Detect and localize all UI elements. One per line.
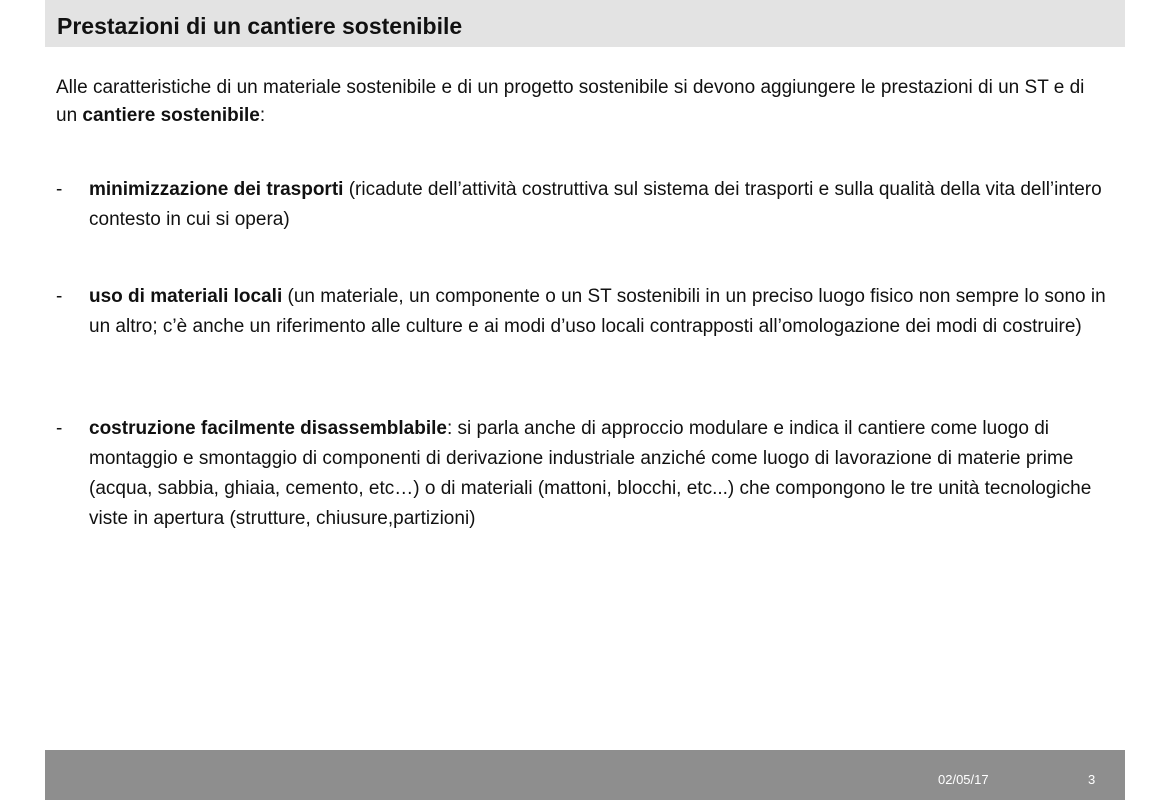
bullet-paragraph (89, 175, 1106, 235)
intro-end: : (259, 105, 266, 126)
bullet-marker: - (56, 286, 63, 307)
intro-paragraph (56, 74, 1096, 130)
bullet-item-materiali-locali (56, 282, 1106, 342)
footer-bar (45, 750, 1125, 800)
intro-bold: cantiere sostenibile (82, 105, 260, 126)
bullet-item-disassemblabile (56, 414, 1106, 534)
slide-title: Prestazioni di un cantiere sostenibile (57, 13, 463, 39)
page-number: 3 (1088, 772, 1096, 787)
footer-date: 02/05/17 (938, 772, 989, 787)
intro-text: Alle caratteristiche di un materiale sostenibile e di un progetto sostenibile si devono aggiungere le prestazioni di un ST e di un (56, 77, 1085, 126)
bullet-text: : si parla anche di approccio modulare e indica il cantiere come luogo di montaggio e smontaggio di componenti di derivazione industriale anziché come luogo di lavorazione di materie prime (acqua, sabbia, ghiaia, cemento, etc…) o di materiali (mattoni, blocchi, etc...) che compongono le tre unità tecnologiche viste in apertura (strutture, chiusure,partizioni) (89, 418, 1092, 529)
bullet-paragraph (89, 282, 1106, 342)
bullet-paragraph (89, 414, 1106, 534)
bullet-bold: uso di materiali locali (89, 286, 283, 307)
bullet-text: (un materiale, un componente o un ST sostenibili in un preciso luogo fisico non sempre lo sono in un altro; c’è anche un riferimento alle culture e ai modi d’uso locali contrapposti all’omologazione dei modi di costruire) (89, 286, 1106, 337)
bullet-marker: - (56, 418, 63, 439)
bullet-marker: - (56, 179, 63, 200)
bullet-item-trasporti (56, 175, 1106, 235)
bullet-bold: costruzione facilmente disassemblabile (89, 418, 447, 439)
bullet-bold: minimizzazione dei trasporti (89, 179, 344, 200)
bullet-text: (ricadute dell’attività costruttiva sul sistema dei trasporti e sulla qualità della vita dell’intero contesto in cui si opera) (89, 179, 1102, 230)
title-bar (45, 0, 1125, 47)
